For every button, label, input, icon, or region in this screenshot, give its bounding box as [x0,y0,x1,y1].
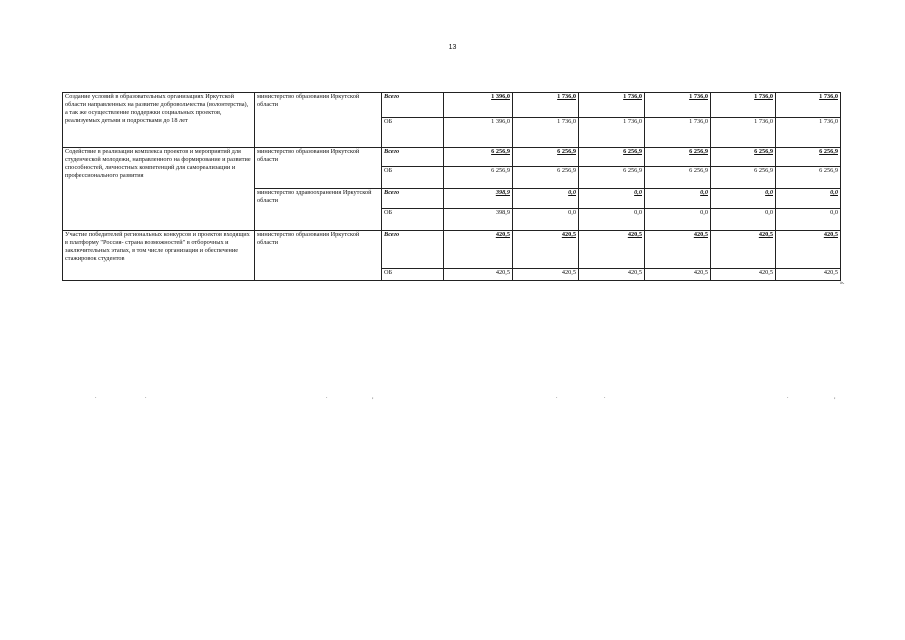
amount-cell: 6 256,9 [579,148,645,167]
amount-cell: 6 256,9 [579,167,645,189]
amount-cell: 6 256,9 [513,148,579,167]
amount-cell: 1 736,0 [711,118,776,148]
amount-cell: 420,5 [711,269,776,281]
scan-speck: . [95,394,97,400]
amount-cell: 420,5 [645,231,711,269]
amount-cell: 1 736,0 [513,93,579,118]
amount-cell: 0,0 [645,189,711,209]
funding-type-label: ОБ [382,269,444,281]
activity-name: Участие победителей региональных конкурсов и проектов входящих в платформу "Россия- страна возможностей" в отборочных и заключительных этапах, в том числе организация и обеспечение стажировок студентов [63,231,255,281]
scan-speck: . [326,394,328,400]
funding-type-label: ОБ [382,167,444,189]
amount-cell: 0,0 [513,209,579,231]
scan-speck: , [834,394,836,400]
amount-cell: 420,5 [444,231,513,269]
funding-type-label: Всего [382,93,444,118]
funding-type-label: ОБ [382,118,444,148]
funding-type-label: Всего [382,231,444,269]
scan-speck: . [787,394,789,400]
table-row [63,148,841,167]
table-row [63,231,841,269]
amount-cell: 420,5 [513,269,579,281]
amount-cell: 0,0 [579,209,645,231]
funding-type-label: Всего [382,189,444,209]
amount-cell: 0,0 [579,189,645,209]
budget-table [62,92,841,281]
amount-cell: 420,5 [776,231,841,269]
activity-name: Содействие в реализации комплекса проектов и мероприятий для студенческой молодежи, направленного на формирование и развитие способностей, личностных компетенций для самореализации и профессионального развития [63,148,255,231]
executor-name: министерство образования Иркутской области [255,148,382,189]
amount-cell: 420,5 [579,231,645,269]
scan-speck: . [604,394,606,400]
amount-cell: 6 256,9 [513,167,579,189]
amount-cell: 6 256,9 [776,148,841,167]
amount-cell: 0,0 [711,189,776,209]
funding-type-label: Всего [382,148,444,167]
amount-cell: 398,9 [444,189,513,209]
amount-cell: 420,5 [776,269,841,281]
amount-cell: 1 736,0 [776,93,841,118]
amount-cell: 6 256,9 [711,148,776,167]
amount-cell: 0,0 [776,209,841,231]
amount-cell: 6 256,9 [444,148,513,167]
amount-cell: 1 736,0 [513,118,579,148]
amount-cell: 6 256,9 [776,167,841,189]
amount-cell: 1 736,0 [711,93,776,118]
funding-type-label: ОБ [382,209,444,231]
amount-cell: 6 256,9 [645,167,711,189]
closing-quote-mark: ». [840,280,845,286]
amount-cell: 6 256,9 [711,167,776,189]
amount-cell: 1 736,0 [579,118,645,148]
scan-speck: . [145,394,147,400]
amount-cell: 1 736,0 [776,118,841,148]
table-row [63,93,841,118]
amount-cell: 0,0 [513,189,579,209]
amount-cell: 398,9 [444,209,513,231]
amount-cell: 1 736,0 [579,93,645,118]
amount-cell: 0,0 [645,209,711,231]
amount-cell: 420,5 [645,269,711,281]
amount-cell: 1 736,0 [645,93,711,118]
executor-name: министерство здравоохранения Иркутской области [255,189,382,231]
amount-cell: 420,5 [513,231,579,269]
scan-speck: . [556,394,558,400]
amount-cell: 1 396,0 [444,93,513,118]
executor-name: министерство образования Иркутской области [255,93,382,148]
amount-cell: 0,0 [711,209,776,231]
amount-cell: 1 396,0 [444,118,513,148]
page-number: 13 [448,44,457,51]
amount-cell: 1 736,0 [645,118,711,148]
amount-cell: 420,5 [579,269,645,281]
amount-cell: 0,0 [776,189,841,209]
executor-name: министерство образования Иркутской области [255,231,382,281]
amount-cell: 6 256,9 [444,167,513,189]
amount-cell: 6 256,9 [645,148,711,167]
amount-cell: 420,5 [444,269,513,281]
amount-cell: 420,5 [711,231,776,269]
activity-name: Создание условий в образовательных организациях Иркутской области направленных на развитие добровольчества (волонтерства), а так же осуществление поддержки социальных проектов, реализуемых детьми и подростками до 18 лет [63,93,255,148]
scan-speck: , [372,394,374,400]
